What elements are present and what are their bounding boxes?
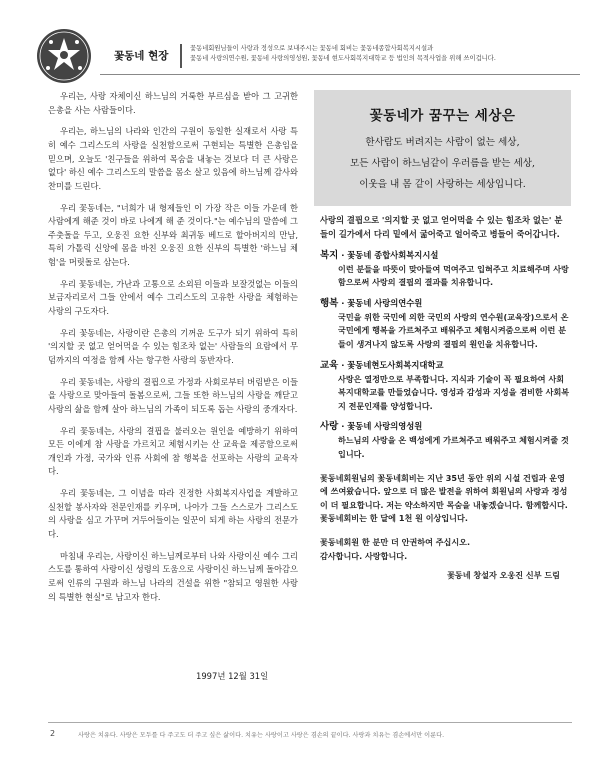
slogan-box: [314, 90, 571, 206]
slogan-line: 이웃을 내 몸 같이 사랑하는 세상입니다.: [359, 179, 526, 190]
thanks-line: 꽃동네회원 한 분만 더 안권하여 주십시오.: [320, 536, 471, 547]
mission-statement: [48, 90, 298, 604]
facility-name: 꽃동네 사랑의영성원: [347, 421, 423, 432]
facility-heading: 행복 · 꽃동네 사랑의연수원: [320, 297, 423, 309]
facilities-section: [320, 214, 570, 583]
header-rule: [100, 74, 580, 75]
facility-description: 국민을 위한 국민에 의한 국민의 사랑의 연수원(교육장)으로서 온 국민에게 행복을 가르쳐주고 배워주고 체험시켜줌으로써 이런 분들이 생겨나지 않도록 사랑의 결핍의 원인을 치유합니다.: [338, 311, 569, 349]
slogan-title: 꽃동네가 꿈꾸는 세상은: [369, 108, 516, 124]
facility-description: 사랑은 열정만으로 부족합니다. 지식과 기술이 꼭 필요하여 사회복지대학교를 만들었습니다. 영성과 감성과 지성을 겸비한 사회복지 전문인재를 양성합니다.: [338, 373, 570, 411]
mission-paragraph: 우리 꽃동네는, "너희가 내 형제들인 이 가장 작은 이들 가운데 한 사람에게 해준 것이 바로 나에게 해 준 것이다."는 예수님의 말씀에 그 주춧돌을 두고, 오웅진 요한 신부와 최귀동 베드로 할아버지의 만남, 특히 가톨릭 신앙에 몸을 바친 오웅진 요한 신부의 특별한 '하느님 체험'을 머릿돌로 삼는다.: [48, 202, 298, 267]
footer-quote: 사랑은 치유다. 사랑은 모두를 다 주고도 더 주고 싶은 삶이다. 치유는 사랑이고 사랑은 겸손의 끝이다. 사랑과 치유는 겸손에서만 이룬다.: [78, 732, 445, 739]
slogan-line: 한사람도 버려지는 사람이 없는 세상,: [365, 137, 520, 148]
mission-paragraph: 우리 꽃동네는, 사랑의 결핍으로 가정과 사회로부터 버림받은 이들을 사랑으로 맞아들여 돌봄으로써, 그들 또한 하느님의 사랑을 깨닫고 사랑의 삶을 함께 살아 하느님의 가족이 되도록 돕는 사랑의 중개자다.: [48, 376, 298, 414]
page-number: 2: [50, 729, 56, 738]
facility-description: 이런 분들을 따뜻이 맞아들여 먹여주고 입혀주고 치료해주며 사랑함으로써 사랑의 결핍의 결과를 치유합니다.: [338, 263, 569, 288]
header-divider: [180, 44, 182, 68]
section-title: 꽃동네 현장: [114, 50, 169, 62]
mission-paragraph: 우리 꽃동네는, 사랑이란 은총의 기꺼운 도구가 되기 위하여 특히 '의지할 곳 없고 얻어먹을 수 있는 힘조차 없는' 사람들의 요람에서 무덤까지의 여정을 함께 사는 항구한 사랑의 동반자다.: [48, 327, 298, 365]
footer-rule: [48, 722, 572, 723]
facility-heading: 교육 · 꽃동네현도사회복지대학교: [320, 359, 444, 371]
mission-paragraph: 우리는, 하느님의 나라와 인간의 구원이 동일한 실재로서 사랑 특히 예수 그리스도의 사랑을 실천함으로써 구현되는 특별한 은총임을 믿으며, 오늘도 '친구들을 위하여 목숨을 내놓는 것보다 더 큰 사랑은 없다' 하신 예수 그리스도의 말씀을 몸소 살고 있음에 하느님께 감사와 찬미를 드린다.: [48, 126, 298, 191]
intro-text: 사랑의 결핍으로 '의지할 곳 없고 얻어먹을 수 있는 힘조차 없는' 분들이 길가에서 다리 밑에서 굶어죽고 얼어죽고 병들어 죽어갑니다.: [320, 215, 563, 239]
facility-heading: 사랑 · 꽃동네 사랑의영성원: [320, 421, 423, 433]
mission-paragraph: 우리는, 사랑 자체이신 하느님의 거룩한 부르심을 받아 그 고귀한 은총을 사는 사람들이다.: [48, 91, 298, 115]
signature: 꽃동네 창설자 오웅진 신부 드림: [447, 570, 560, 581]
mission-paragraph: 마침내 우리는, 사랑이신 하느님께로부터 나와 사랑이신 예수 그리스도를 통하여 사랑이신 성령의 도움으로 사랑이신 하느님께 돌아감으로써 인류의 구원과 하느님 나라의 건설을 위한 "참되고 영원한 사랑의 특별한 현실"로 남고자 한다.: [48, 550, 298, 602]
facility-heading: 복지 · 꽃동네 종합사회복지시설: [320, 249, 439, 261]
facility-key: 행복: [320, 297, 339, 309]
facility-key: 교육: [320, 359, 339, 371]
mission-paragraph: 우리 꽃동네는, 그 이념을 따라 진정한 사회복지사업을 계발하고 실천할 봉사자와 전문인재를 키우며, 나아가 그들 스스로가 그리스도의 사랑을 심고 가꾸며 거두어들이는 일꾼이 되게 하는 사랑의 전문가다.: [48, 488, 298, 539]
mission-paragraph: 우리 꽃동네는, 사랑의 결핍을 불러오는 원인을 예방하기 위하여 모든 이에게 참 사랑을 가르치고 체험시키는 산 교육을 제공함으로써 개인과 가정, 국가와 인류 사회에 참 행복을 선포하는 사랑의 교육자다.: [48, 425, 298, 477]
facility-name: 꽃동네 종합사회복지시설: [347, 249, 439, 260]
facility-name: 꽃동네현도사회복지대학교: [347, 359, 444, 370]
facility-key: 사랑: [320, 421, 339, 433]
page-header: [30, 26, 580, 82]
header-description: 꽃동네회원님들이 사랑과 정성으로 보내주시는 꽃동네 회비는 꽃동네종합사회복지시설과 꽃동네 사랑의연수원, 꽃동네 사랑의영성원, 꽃동네 현도사회복지대학교 등 법인의 목적사업을 위해 쓰이겁니다.: [190, 45, 496, 62]
closing-text: 꽃동네회원님의 꽃동네회비는 지난 35년 동안 위의 시설 건립과 운영에 쓰여왔습니다. 앞으로 더 많은 발전을 위하여 회원님의 사랑과 정성이 더 필요합니다. 저는 약소하지만 목숨을 내놓겠습니다. 함께합시다. 꽃동네회비는 한 달에 1천 원 이상입니다.: [320, 472, 568, 524]
mission-paragraph: 우리 꽃동네는, 가난과 고통으로 소외된 이들과 보잘것없는 이들의 보금자리로서 그들 안에서 예수 그리스도의 고유한 사랑을 체험하는 사랑의 구도자다.: [48, 278, 298, 316]
flower-star-emblem-icon: [36, 28, 92, 84]
statement-date: 1997년 12월 31일: [196, 671, 269, 681]
thanks-line: 감사합니다. 사랑합니다.: [320, 550, 408, 561]
facility-name: 꽃동네 사랑의연수원: [347, 297, 423, 308]
facility-key: 복지: [320, 249, 339, 261]
facility-description: 하느님의 사랑을 온 백성에게 가르쳐주고 배워주고 체험시켜줄 것입니다.: [338, 435, 569, 459]
slogan-line: 모든 사람이 하느님같이 우러름을 받는 세상,: [349, 158, 536, 169]
